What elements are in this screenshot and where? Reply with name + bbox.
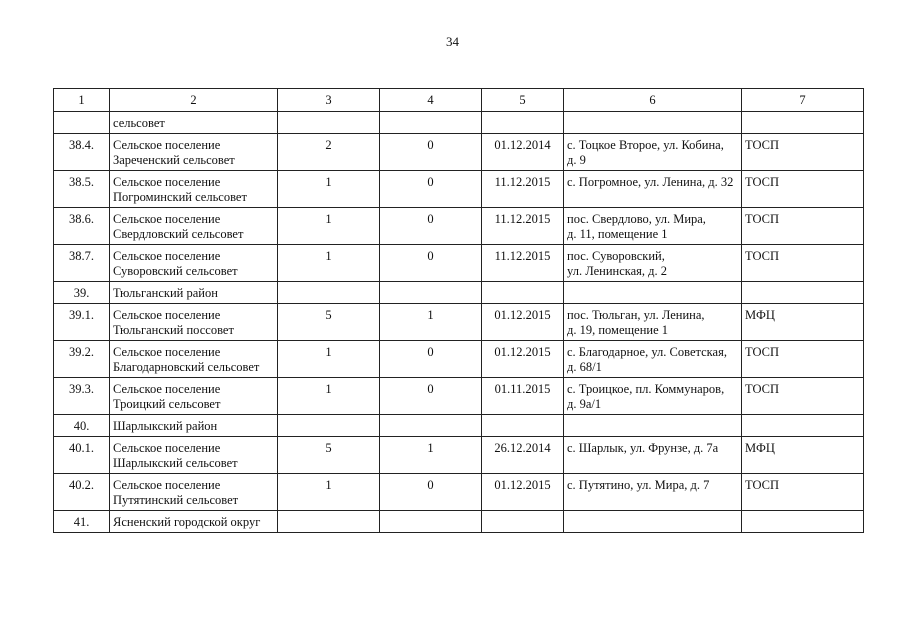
column4-cell [380,415,482,437]
municipality-cell [110,474,278,511]
column3-cell [278,112,380,134]
table-row [54,378,864,415]
row-number-cell: 39.3. [54,378,110,415]
address-cell-line: д. 68/1 [567,360,602,374]
row-number-cell: 38.6. [54,208,110,245]
address-cell-line: пос. Тюльган, ул. Ленина, [567,308,705,322]
municipality-cell-line: Сельское поселение [113,308,221,322]
column3-cell [278,282,380,304]
date-cell: 01.12.2015 [482,304,564,341]
address-cell [564,245,742,282]
row-number-cell: 41. [54,511,110,533]
column4-cell [380,511,482,533]
column3-cell: 1 [278,208,380,245]
table-row [54,134,864,171]
date-cell: 01.12.2015 [482,474,564,511]
address-cell-line: с. Тоцкое Второе, ул. Кобина, [567,138,724,152]
office-type-cell: ТОСП [742,171,864,208]
table-row [54,437,864,474]
municipality-cell-line: Тюльганский район [113,286,218,300]
municipality-cell-line: Благодарновский сельсовет [113,360,260,374]
column4-cell: 0 [380,134,482,171]
column3-cell: 1 [278,378,380,415]
table-row [54,304,864,341]
municipality-cell [110,208,278,245]
address-cell-line: с. Шарлык, ул. Фрунзе, д. 7а [567,441,719,455]
municipality-cell-line: Сельское поселение [113,249,221,263]
municipality-cell [110,415,278,437]
date-cell: 11.12.2015 [482,245,564,282]
row-number-cell: 39.1. [54,304,110,341]
municipality-cell-line: Погроминский сельсовет [113,190,247,204]
municipality-cell [110,171,278,208]
column3-cell: 5 [278,304,380,341]
office-type-cell: ТОСП [742,208,864,245]
municipality-cell-line: Шарлыкский район [113,419,218,433]
column4-cell: 0 [380,171,482,208]
column4-cell: 0 [380,208,482,245]
header-row [54,89,864,112]
municipality-cell-line: Путятинский сельсовет [113,493,239,507]
column3-cell: 1 [278,171,380,208]
date-cell: 11.12.2015 [482,171,564,208]
address-cell-line: пос. Суворовский, [567,249,665,263]
row-number-cell: 40.1. [54,437,110,474]
column3-cell: 5 [278,437,380,474]
column4-cell: 0 [380,474,482,511]
column4-cell [380,112,482,134]
address-cell-line: пос. Свердлово, ул. Мира, [567,212,706,226]
municipality-cell-line: Ясненский городской округ [113,515,261,529]
office-type-cell [742,415,864,437]
address-cell [564,415,742,437]
column3-cell [278,415,380,437]
office-type-cell [742,112,864,134]
row-number-cell: 39. [54,282,110,304]
row-number-cell [54,112,110,134]
column3-cell: 1 [278,341,380,378]
column3-cell [278,511,380,533]
address-cell [564,112,742,134]
row-number-cell: 38.4. [54,134,110,171]
column-header: 4 [380,89,482,112]
column-header: 1 [54,89,110,112]
column4-cell [380,282,482,304]
office-type-cell: ТОСП [742,474,864,511]
municipality-cell [110,437,278,474]
address-cell-line: с. Путятино, ул. Мира, д. 7 [567,478,710,492]
column-header: 2 [110,89,278,112]
address-cell [564,437,742,474]
table-row [54,474,864,511]
address-cell-line: д. 19, помещение 1 [567,323,668,337]
column-header: 3 [278,89,380,112]
date-cell: 11.12.2015 [482,208,564,245]
municipality-cell-line: Шарлыкский сельсовет [113,456,238,470]
date-cell: 01.11.2015 [482,378,564,415]
table-row [54,341,864,378]
address-cell [564,171,742,208]
date-cell [482,415,564,437]
date-cell [482,112,564,134]
municipality-cell-line: Сельское поселение [113,382,221,396]
address-cell-line: с. Благодарное, ул. Советская, [567,345,727,359]
table-body [54,112,864,533]
address-cell-line: д. 11, помещение 1 [567,227,668,241]
address-cell [564,304,742,341]
municipality-cell [110,134,278,171]
municipality-cell-line: Суворовский сельсовет [113,264,238,278]
column4-cell: 0 [380,245,482,282]
column4-cell: 0 [380,341,482,378]
date-cell: 01.12.2014 [482,134,564,171]
address-cell-line: ул. Ленинская, д. 2 [567,264,668,278]
table-row [54,245,864,282]
column3-cell: 1 [278,245,380,282]
column-header: 7 [742,89,864,112]
column-header: 5 [482,89,564,112]
column4-cell: 0 [380,378,482,415]
address-cell-line: д. 9 [567,153,586,167]
date-cell: 26.12.2014 [482,437,564,474]
address-cell [564,134,742,171]
office-type-cell [742,511,864,533]
municipality-cell-line: Сельское поселение [113,212,221,226]
municipality-cell-line: Сельское поселение [113,138,221,152]
column-header: 6 [564,89,742,112]
office-type-cell: ТОСП [742,378,864,415]
municipality-cell-line: Зареченский сельсовет [113,153,235,167]
municipality-cell-line: Тюльганский поссовет [113,323,234,337]
row-number-cell: 40. [54,415,110,437]
address-cell [564,474,742,511]
municipality-cell-line: Сельское поселение [113,345,221,359]
office-type-cell: МФЦ [742,304,864,341]
column3-cell: 2 [278,134,380,171]
office-type-cell: ТОСП [742,245,864,282]
row-number-cell: 39.2. [54,341,110,378]
column4-cell: 1 [380,437,482,474]
address-cell-line: д. 9а/1 [567,397,602,411]
address-cell [564,208,742,245]
municipality-cell-line: Троицкий сельсовет [113,397,221,411]
municipality-cell-line: Сельское поселение [113,175,221,189]
municipality-cell [110,511,278,533]
address-cell [564,511,742,533]
table-row [54,112,864,134]
table-row [54,511,864,533]
date-cell: 01.12.2015 [482,341,564,378]
page-number: 34 [446,34,459,49]
municipality-cell [110,304,278,341]
table-row [54,171,864,208]
municipality-cell-line: Свердловский сельсовет [113,227,244,241]
office-type-cell [742,282,864,304]
column4-cell: 1 [380,304,482,341]
municipality-cell [110,282,278,304]
row-number-cell: 40.2. [54,474,110,511]
table-row [54,415,864,437]
office-type-cell: ТОСП [742,341,864,378]
address-cell [564,341,742,378]
address-cell-line: с. Троицкое, пл. Коммунаров, [567,382,725,396]
row-number-cell: 38.7. [54,245,110,282]
municipality-cell-line: Сельское поселение [113,441,221,455]
row-number-cell: 38.5. [54,171,110,208]
address-cell [564,378,742,415]
data-table [53,88,864,533]
municipality-cell [110,378,278,415]
date-cell [482,282,564,304]
address-cell [564,282,742,304]
column3-cell: 1 [278,474,380,511]
office-type-cell: МФЦ [742,437,864,474]
municipality-cell-line: сельсовет [113,116,165,130]
municipality-cell [110,341,278,378]
office-type-cell: ТОСП [742,134,864,171]
municipality-cell-line: Сельское поселение [113,478,221,492]
date-cell [482,511,564,533]
address-cell-line: с. Погромное, ул. Ленина, д. 32 [567,175,734,189]
municipality-cell [110,245,278,282]
table-row [54,282,864,304]
municipality-cell [110,112,278,134]
table-row [54,208,864,245]
